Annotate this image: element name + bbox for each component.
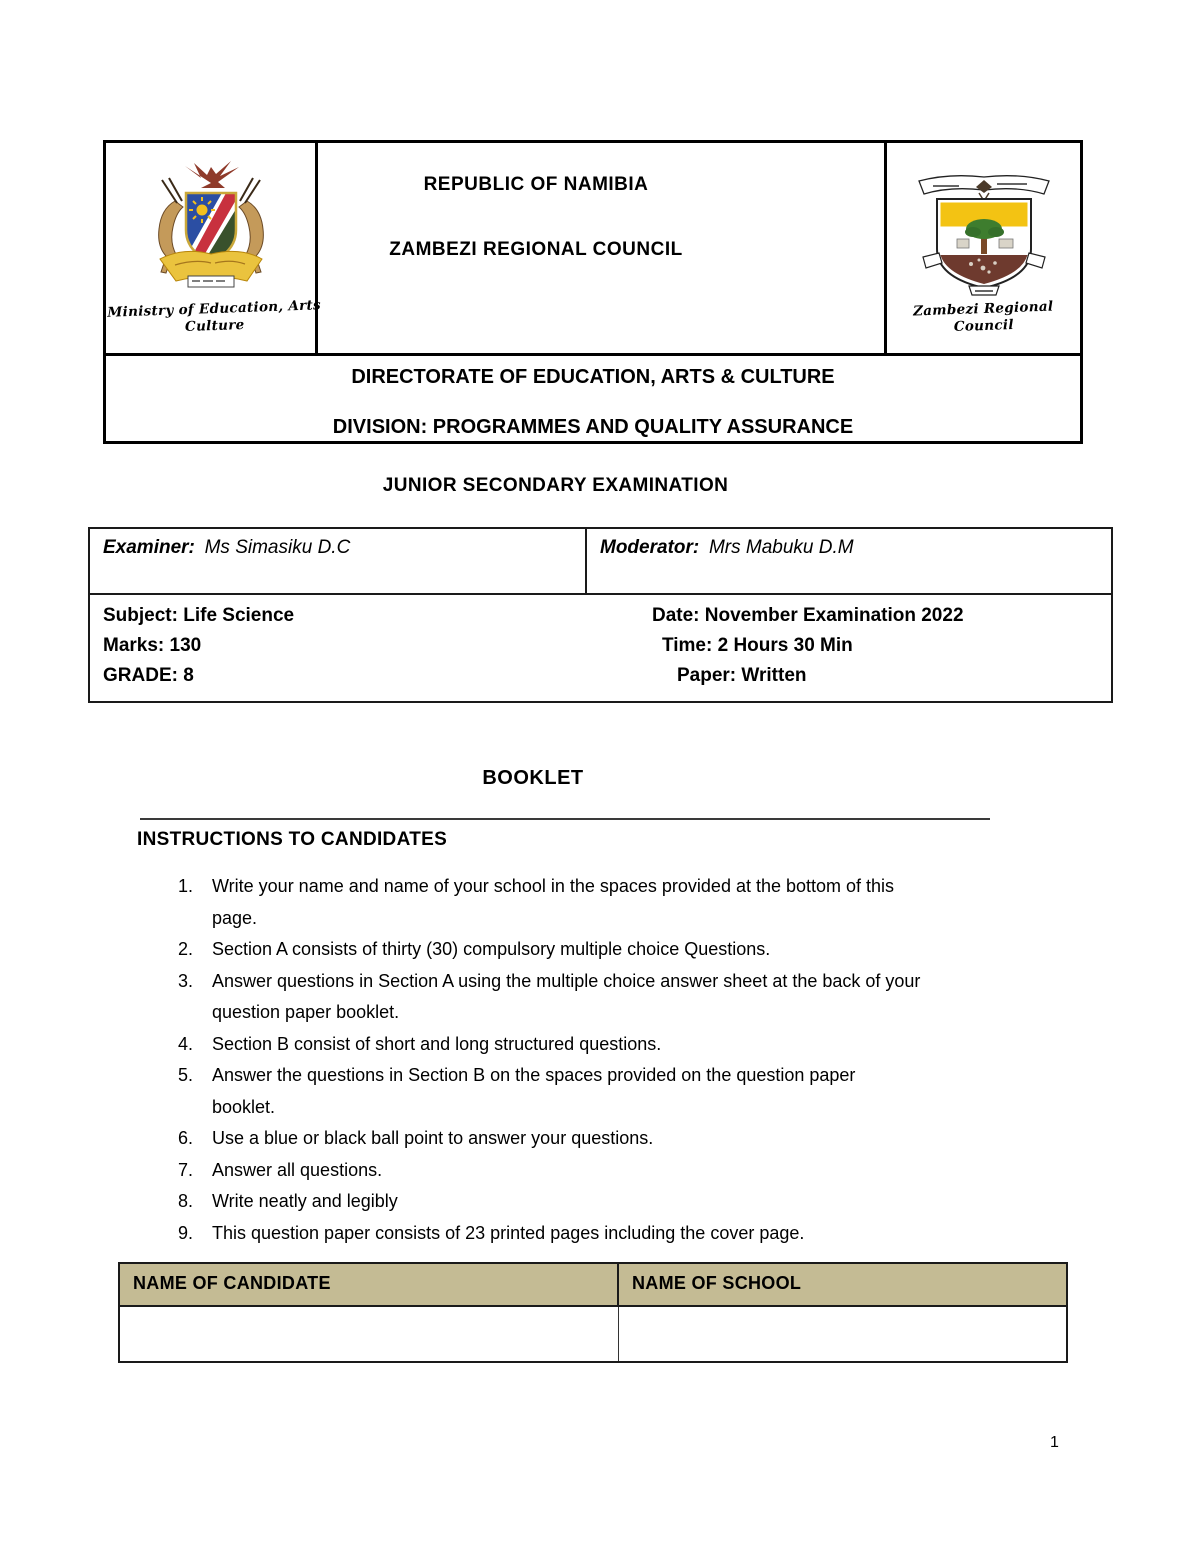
council-title: ZAMBEZI REGIONAL COUNCIL [389, 239, 683, 260]
candidate-school-table [118, 1262, 1068, 1363]
moderator-name: Mrs Mabuku D.M [708, 537, 854, 558]
ministry-logo-cell [106, 143, 322, 353]
name-table-body-row [120, 1307, 1066, 1361]
instruction-item [178, 871, 923, 934]
instruction-text: Write neatly and legibly [212, 1191, 398, 1211]
council-caption-line2: Council [953, 316, 1015, 336]
moderator-label: Moderator: [600, 537, 700, 558]
exam-title: JUNIOR SECONDARY EXAMINATION [382, 475, 729, 496]
candidate-name-field[interactable] [120, 1307, 619, 1361]
division-title: DIVISION: PROGRAMMES AND QUALITY ASSURANCE [332, 416, 854, 438]
instruction-item [178, 1155, 923, 1187]
time-line: Time: 2 Hours 30 Min [662, 635, 853, 656]
instruction-item [178, 966, 923, 1029]
instruction-text: Section A consists of thirty (30) compulsory multiple choice Questions. [212, 939, 771, 959]
school-header-cell: NAME OF SCHOOL [619, 1264, 1066, 1305]
ministry-caption-line2: Culture [184, 316, 245, 336]
subject-line: Subject: Life Science [103, 605, 295, 626]
marks-line: Marks: 130 [103, 635, 202, 656]
date-line: Date: November Examination 2022 [652, 605, 964, 626]
instruction-item [178, 1123, 923, 1155]
moderator-cell [587, 529, 1111, 593]
booklet-heading: BOOKLET [482, 767, 584, 789]
instruction-number: 8. [178, 1191, 194, 1211]
exam-info-table [88, 527, 1113, 703]
instruction-number: 4. [178, 1033, 194, 1054]
examiner-cell [90, 529, 587, 593]
namibia-coat-of-arms-icon [106, 157, 315, 304]
instruction-text: Write your name and name of your school in the spaces provided at the bottom of this page. [212, 876, 895, 928]
instruction-item [178, 1029, 923, 1061]
examiner-label: Examiner: [103, 537, 195, 558]
examiner-moderator-row [90, 529, 1111, 595]
candidate-header-cell: NAME OF CANDIDATE [120, 1264, 619, 1305]
instruction-text: Answer all questions. [212, 1159, 383, 1180]
instruction-text: Answer the questions in Section B on the spaces provided on the question paper booklet. [212, 1065, 856, 1117]
zambezi-council-crest-icon [887, 171, 1080, 302]
instruction-number: 9. [178, 1222, 194, 1243]
instruction-text: Section B consist of short and long structured questions. [212, 1033, 662, 1054]
header-title-cell [318, 143, 887, 353]
instruction-item [178, 1218, 923, 1250]
council-caption-line1: Zambezi Regional [912, 298, 1054, 320]
instruction-number: 1. [178, 876, 194, 896]
republic-title: REPUBLIC OF NAMIBIA [423, 174, 649, 195]
instruction-item [178, 1186, 923, 1218]
page-number: 1 [1050, 1434, 1059, 1451]
examiner-name: Ms Simasiku D.C [204, 537, 351, 558]
instruction-number: 6. [178, 1128, 194, 1148]
header-logos-row [106, 143, 1080, 353]
instruction-number: 2. [178, 939, 194, 959]
header-table [103, 140, 1083, 444]
instructions-heading: INSTRUCTIONS TO CANDIDATES [137, 829, 448, 850]
instructions-list [178, 871, 923, 1249]
subject-details-left [103, 601, 294, 691]
divider-line [140, 818, 990, 820]
school-name-field[interactable] [619, 1307, 1066, 1361]
paper-line: Paper: Written [677, 665, 807, 686]
instruction-number: 3. [178, 970, 194, 991]
instruction-text: Answer questions in Section A using the multiple choice answer sheet at the back of your question paper booklet. [212, 970, 921, 1022]
instruction-text: This question paper consists of 23 printed pages including the cover page. [212, 1222, 805, 1243]
council-logo-cell [887, 143, 1080, 353]
instruction-item [178, 934, 923, 966]
grade-line: GRADE: 8 [103, 665, 194, 686]
instruction-number: 5. [178, 1065, 194, 1085]
council-caption [886, 298, 1080, 339]
name-table-header-row [120, 1264, 1066, 1307]
subject-details-row [90, 595, 1111, 701]
ministry-caption-line1: Ministry of Education, Arts [107, 297, 322, 321]
header-directorate-row [106, 353, 1080, 441]
instruction-number: 7. [178, 1159, 194, 1180]
ministry-caption [105, 297, 323, 339]
subject-details-right [652, 601, 964, 691]
directorate-title: DIRECTORATE OF EDUCATION, ARTS & CULTURE [351, 366, 835, 388]
instruction-item [178, 1060, 923, 1123]
instruction-text: Use a blue or black ball point to answer your questions. [212, 1128, 654, 1148]
